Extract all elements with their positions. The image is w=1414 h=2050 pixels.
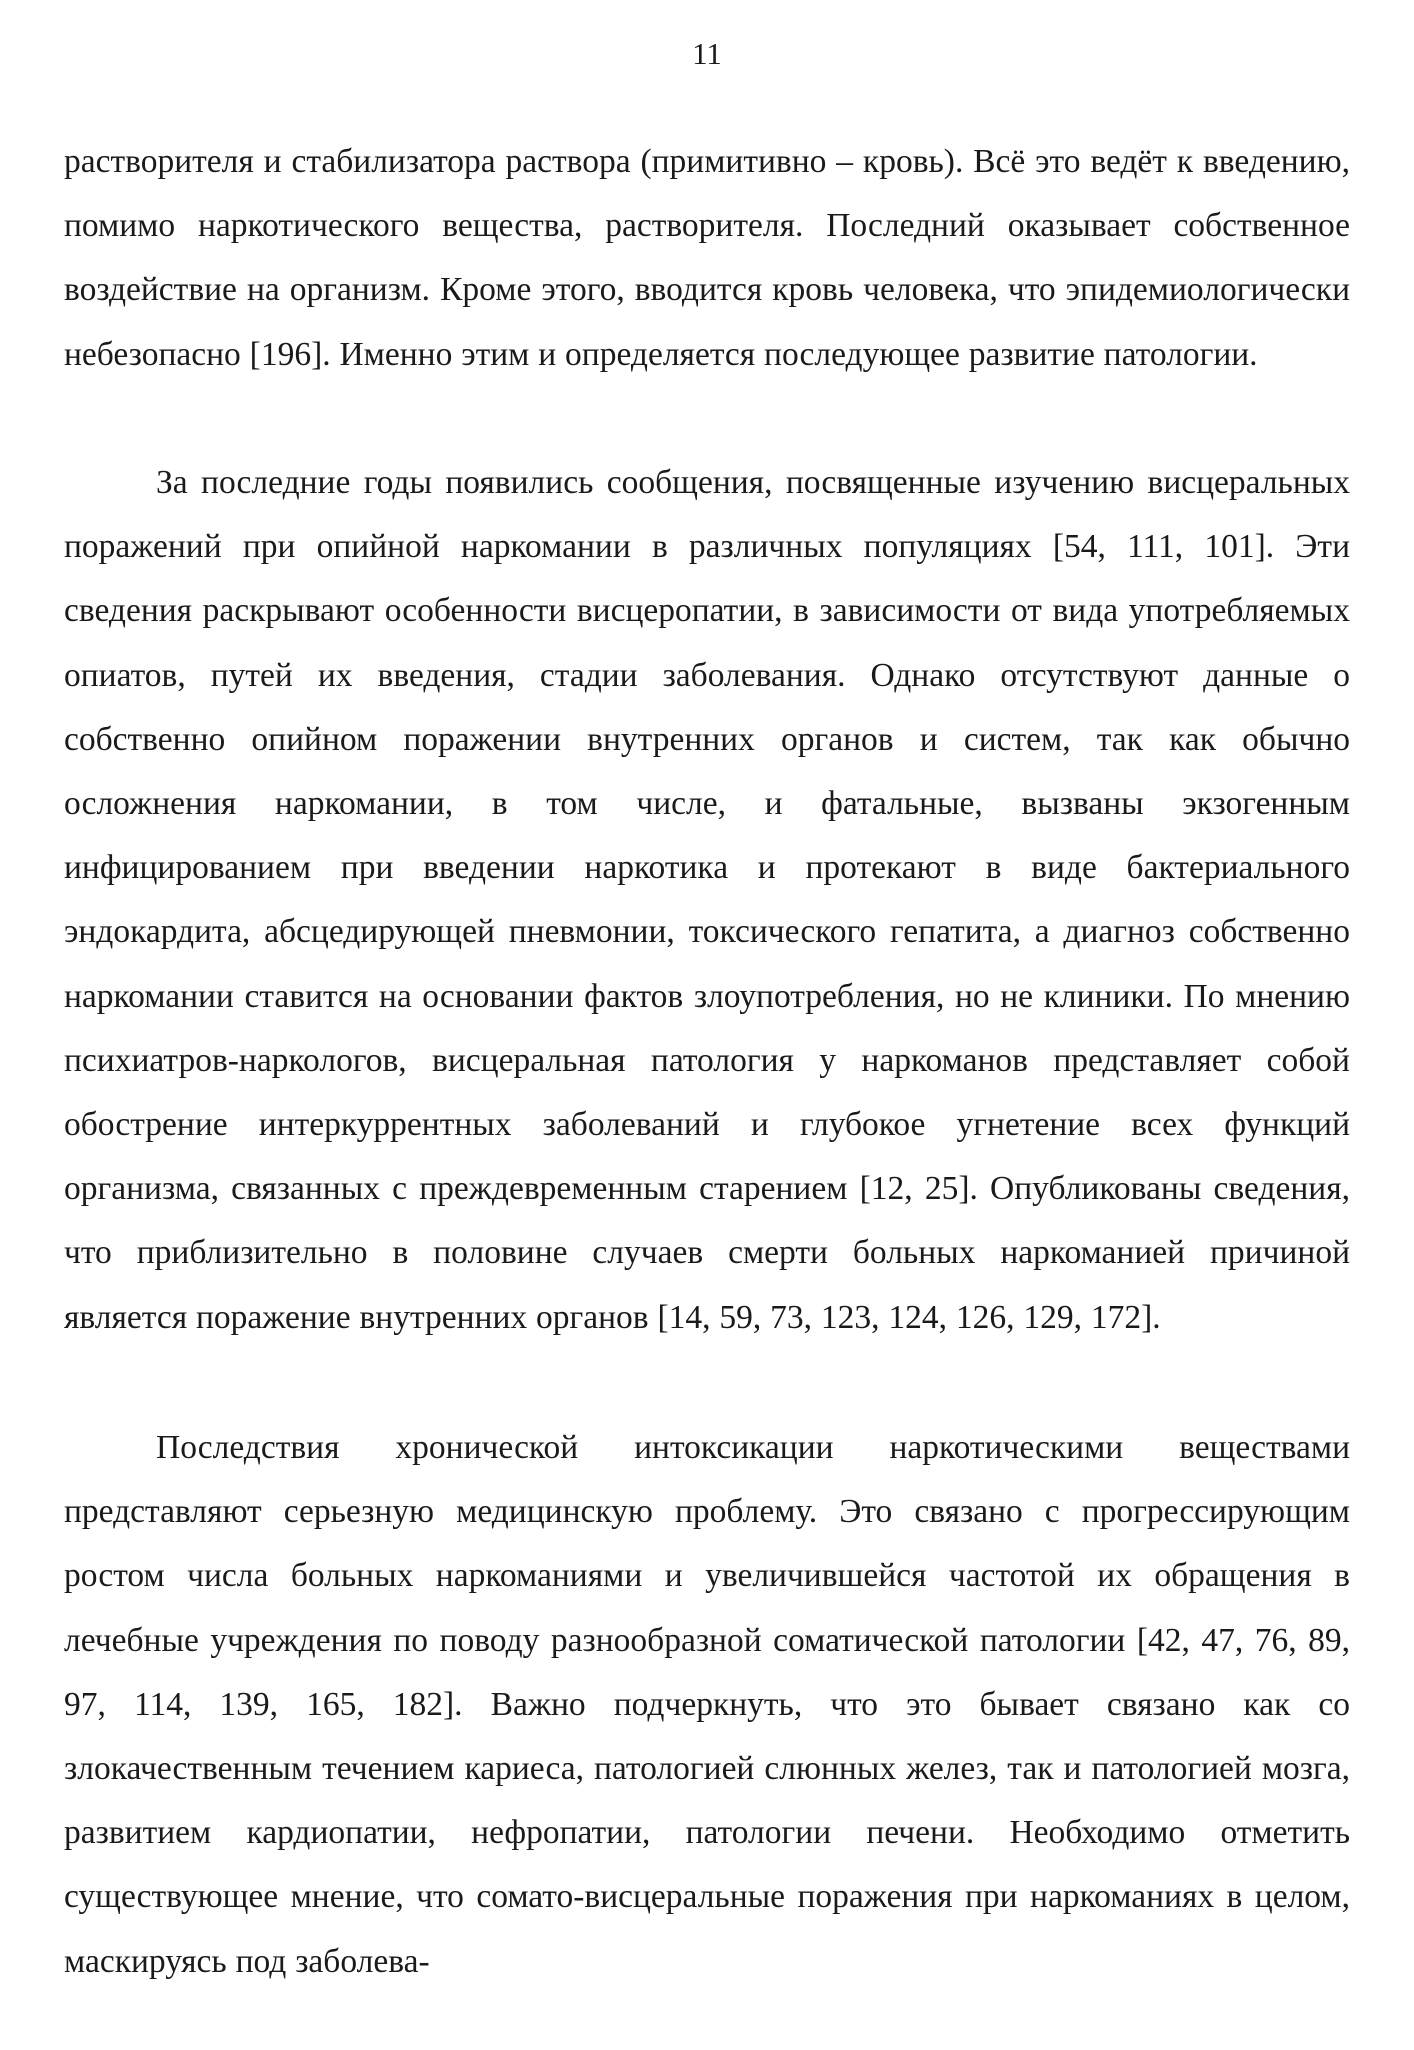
paragraph-text: растворителя и стабилизатора раствора (примитивно – кровь). Всё это ведёт к введению, помимо наркотического вещества, растворителя. Последний оказывает собственное воздействие на организм. Кроме этого, вводится кровь человека, что эпидемиологически небезопасно [196]. Именно этим и определяется последующее развитие патологии.: [64, 143, 1350, 373]
paragraph-visceral-lesions: [64, 451, 1350, 1350]
paragraph-text: Последствия хронической интоксикации наркотическими веществами представляют серьезную медицинскую проблему. Это связано с прогрессирующим ростом числа больных наркоманиями и увеличившейся частотой их обращения в лечебные учреждения по поводу разнообразной соматической патологии [42, 47, 76, 89, 97, 114, 139, 165, 182]. Важно подчеркнуть, что это бывает связано как со злокачественным течением кариеса, патологией слюнных желез, так и патологией мозга, развитием кардиопатии, нефропатии, патологии печени. Необходимо отметить существующее мнение, что сомато-висцеральные поражения при наркоманиях в целом, маскируясь под заболева-: [64, 1429, 1350, 1980]
paragraph-continuation: [64, 130, 1350, 387]
paragraph-chronic-intoxication: [64, 1416, 1350, 1994]
page-number: 11: [692, 36, 722, 71]
paragraph-text: За последние годы появились сообщения, посвященные изучению висцеральных поражений при опийной наркомании в различных популяциях [54, 111, 101]. Эти сведения раскрывают особенности висцеропатии, в зависимости от вида употребляемых опиатов, путей их введения, стадии заболевания. Однако отсутствуют данные о собственно опийном поражении внутренних органов и систем, так как обычно осложнения наркомании, в том числе, и фатальные, вызваны экзогенным инфицированием при введении наркотика и протекают в виде бактериального эндокардита, абсцедирующей пневмонии, токсического гепатита, а диагноз собственно наркомании ставится на основании фактов злоупотребления, но не клиники. По мнению психиатров-наркологов, висцеральная патология у наркоманов представляет собой обострение интеркуррентных заболеваний и глубокое угнетение всех функций организма, связанных с преждевременным старением [12, 25]. Опубликованы сведения, что приблизительно в половине случаев смерти больных наркоманией причиной является поражение внутренних органов [14, 59, 73, 123, 124, 126, 129, 172].: [64, 464, 1350, 1336]
